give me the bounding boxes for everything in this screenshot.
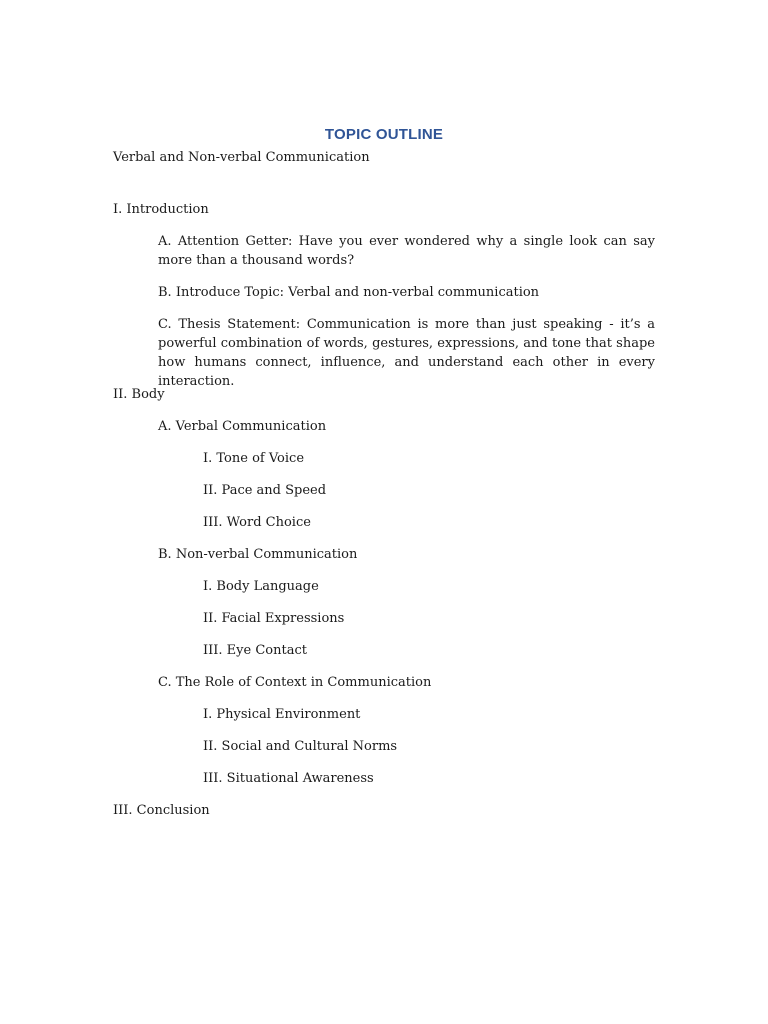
section-heading-context: C. The Role of Context in Communication — [158, 675, 432, 690]
conclusion-heading: III. Conclusion — [113, 803, 210, 818]
list-item: III. Situational Awareness — [203, 771, 374, 786]
list-item: II. Facial Expressions — [203, 611, 345, 626]
section-heading-verbal: A. Verbal Communication — [158, 419, 327, 434]
list-item: II. Pace and Speed — [203, 483, 327, 498]
list-item: I. Physical Environment — [203, 707, 361, 722]
list-item: III. Word Choice — [203, 515, 311, 530]
list-item: II. Social and Cultural Norms — [203, 739, 398, 754]
thesis-statement: C. Thesis Statement: Communication is more than just speaking - it’s a powerful combination of words, gestures, expressions, and tone that shape how humans connect, influence, and understand each other in every interaction. — [158, 317, 655, 389]
section-heading-nonverbal: B. Non-verbal Communication — [158, 547, 358, 562]
document-subtitle: Verbal and Non-verbal Communication — [113, 150, 370, 165]
list-item: I. Body Language — [203, 579, 319, 594]
attention-getter: A. Attention Getter: Have you ever wondered why a single look can say more than a thousand words? — [158, 234, 655, 268]
introduce-topic: B. Introduce Topic: Verbal and non-verbal communication — [158, 285, 540, 300]
introduction-heading: I. Introduction — [113, 202, 209, 217]
body-heading: II. Body — [113, 387, 165, 402]
list-item: I. Tone of Voice — [203, 451, 305, 466]
page-title: TOPIC OUTLINE — [324, 126, 444, 143]
list-item: III. Eye Contact — [203, 643, 307, 658]
